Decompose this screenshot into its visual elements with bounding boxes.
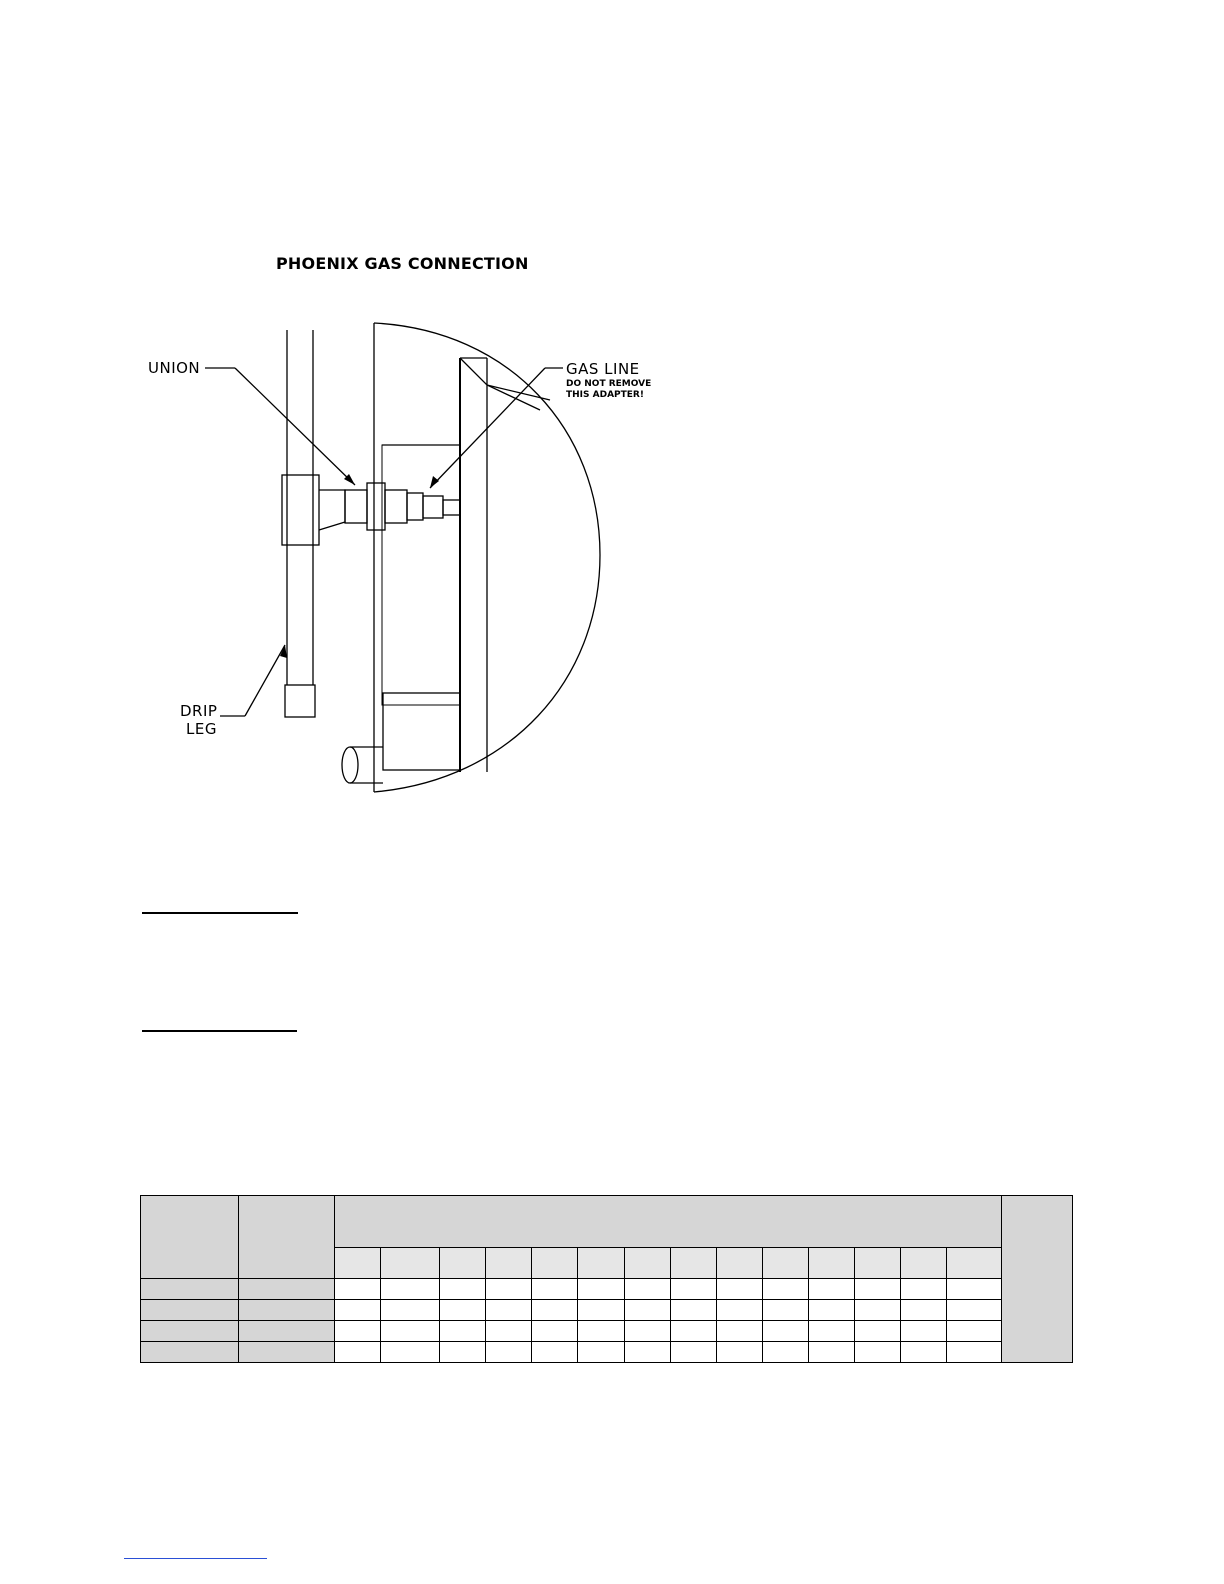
table-subheader-cell (625, 1248, 671, 1279)
gas-connection-drawing (130, 300, 670, 820)
table-subheader-cell (440, 1248, 486, 1279)
footer-link-rule (124, 1558, 267, 1559)
table-cell (625, 1279, 671, 1300)
table-row (141, 1300, 1073, 1321)
section-heading-rule-1 (142, 912, 298, 914)
table-cell (717, 1279, 763, 1300)
table-cell (141, 1279, 239, 1300)
table-cell (763, 1300, 809, 1321)
table-header-cell (141, 1196, 239, 1279)
table-cell (947, 1342, 1002, 1363)
table-subheader-cell (809, 1248, 855, 1279)
table-cell (141, 1300, 239, 1321)
table-cell (947, 1300, 1002, 1321)
table-cell (440, 1279, 486, 1300)
table-cell (486, 1279, 532, 1300)
table-cell (239, 1342, 335, 1363)
table-cell (625, 1342, 671, 1363)
table-cell (381, 1342, 440, 1363)
table-cell (440, 1321, 486, 1342)
gas-data-table (140, 1195, 1073, 1363)
table-cell (532, 1279, 578, 1300)
table-subheader-cell (717, 1248, 763, 1279)
table-cell (625, 1300, 671, 1321)
table-cell (763, 1321, 809, 1342)
drip-leg-label-line-1: DRIP (180, 702, 218, 720)
table-cell (578, 1342, 625, 1363)
table-cell (141, 1342, 239, 1363)
table-cell (335, 1300, 381, 1321)
table-cell (381, 1321, 440, 1342)
table-subheader-cell (763, 1248, 809, 1279)
table-subheader-cell (381, 1248, 440, 1279)
table-row (141, 1279, 1073, 1300)
table-cell (763, 1342, 809, 1363)
table-cell (809, 1300, 855, 1321)
table-cell (532, 1300, 578, 1321)
table-cell (486, 1342, 532, 1363)
table-cell (440, 1342, 486, 1363)
table-header-cell (335, 1196, 1002, 1248)
table-subheader-cell (532, 1248, 578, 1279)
table-cell (717, 1321, 763, 1342)
adapter-note-line-2: THIS ADAPTER! (566, 390, 644, 400)
table-row (141, 1321, 1073, 1342)
table-cell (239, 1321, 335, 1342)
table-cell (440, 1300, 486, 1321)
table-cell (381, 1279, 440, 1300)
table-subheader-cell (578, 1248, 625, 1279)
table-cell (901, 1300, 947, 1321)
table-cell (578, 1300, 625, 1321)
table-cell (578, 1321, 625, 1342)
table-cell (717, 1300, 763, 1321)
table-cell (901, 1279, 947, 1300)
table-cell (855, 1279, 901, 1300)
table-subheader-cell (855, 1248, 901, 1279)
table-cell (239, 1300, 335, 1321)
table-cell (671, 1300, 717, 1321)
section-heading-rule-2 (142, 1030, 297, 1032)
table-cell (809, 1321, 855, 1342)
table-row (141, 1342, 1073, 1363)
table-cell (625, 1321, 671, 1342)
gas-line-label: GAS LINE (566, 360, 640, 378)
table-cell (578, 1279, 625, 1300)
table-cell (381, 1300, 440, 1321)
table-cell (335, 1279, 381, 1300)
table-cell (901, 1342, 947, 1363)
table-cell (335, 1321, 381, 1342)
figure-title: PHOENIX GAS CONNECTION (276, 254, 529, 273)
table-subheader-cell (671, 1248, 717, 1279)
union-label: UNION (148, 359, 201, 377)
table-cell (671, 1342, 717, 1363)
table-cell (239, 1279, 335, 1300)
adapter-note-line-1: DO NOT REMOVE (566, 379, 652, 389)
table-header-row (141, 1196, 1073, 1248)
table-subheader-cell (335, 1248, 381, 1279)
table-subheader-cell (901, 1248, 947, 1279)
drip-leg-label-line-2: LEG (186, 720, 217, 738)
table-cell (141, 1321, 239, 1342)
table-subheader-cell (486, 1248, 532, 1279)
table-cell (717, 1342, 763, 1363)
table-cell (947, 1321, 1002, 1342)
table-cell (486, 1321, 532, 1342)
table-cell (855, 1342, 901, 1363)
table-cell (486, 1300, 532, 1321)
table-cell (901, 1321, 947, 1342)
table-header-cell (239, 1196, 335, 1279)
table-header-cell (1002, 1196, 1073, 1363)
table-cell (532, 1342, 578, 1363)
table-cell (855, 1321, 901, 1342)
table-cell (809, 1342, 855, 1363)
table-cell (855, 1300, 901, 1321)
table-cell (671, 1279, 717, 1300)
table-cell (809, 1279, 855, 1300)
table-cell (947, 1279, 1002, 1300)
table-cell (671, 1321, 717, 1342)
table-subheader-cell (947, 1248, 1002, 1279)
table-cell (532, 1321, 578, 1342)
table-cell (335, 1342, 381, 1363)
table-cell (763, 1279, 809, 1300)
